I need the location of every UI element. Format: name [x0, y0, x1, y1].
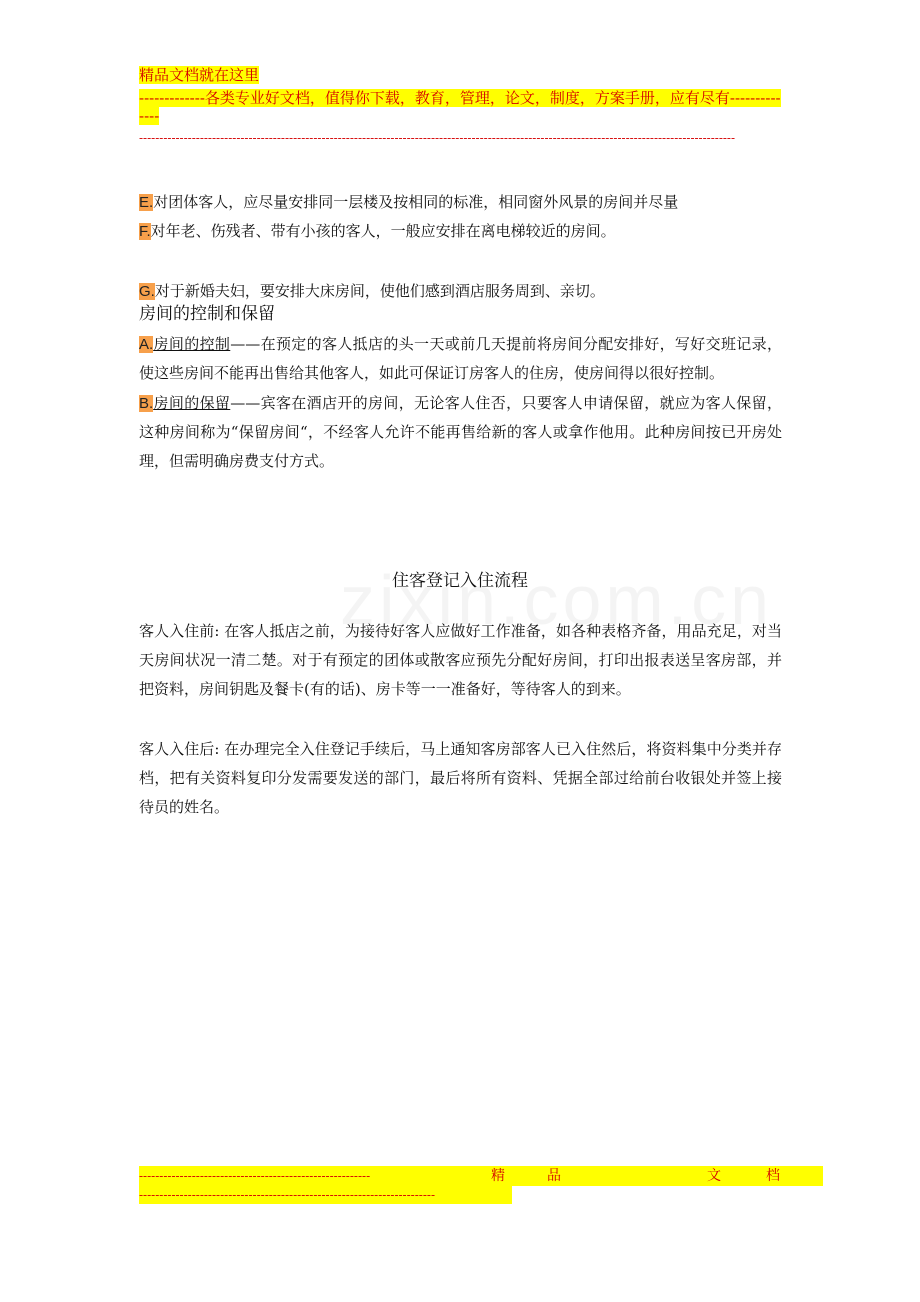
section-heading: 房间的控制和保留: [139, 304, 275, 324]
section-item-a: [139, 330, 782, 388]
footer-word-2: 品: [547, 1168, 561, 1184]
item-e: [139, 188, 782, 217]
footer-dashes: ---------------------------------------------------------: [139, 1169, 371, 1183]
header-divider: ---------------------------------------------------------------------------------------------------------------------------------------------------: [139, 131, 736, 145]
item-g-text: 对于新婚夫妇，要安排大床房间，使他们感到酒店服务周到、亲切。: [154, 282, 605, 300]
item-f-text: 对年老、伤残者、带有小孩的客人，一般应安排在离电梯较近的房间。: [150, 222, 616, 240]
item-g: [139, 277, 782, 306]
item-b-text: ——宾客在酒店开的房间，无论客人住否，只要客人申请保留，就应为客人保留，这种房间称为“保留房间“，不经客人允许不能再售给新的客人或拿作他用。此种房间按已开房处理，但需明确房费支付方式。: [139, 394, 782, 470]
item-f-tag: F.: [139, 223, 151, 240]
item-b-term: 房间的保留: [153, 394, 231, 412]
item-b-tag: B.: [139, 395, 154, 412]
checkin-before: 客人入住前: 在客人抵店之前，为接待好客人应做好工作准备，如各种表格齐备，用品充足，对当天房间状况一清二楚。对于有预定的团体或散客应预先分配好房间，打印出报表送呈客房部，并把资料，房间钥匙及餐卡(有的话)、房卡等一一准备好，等待客人的到来。: [139, 622, 782, 698]
item-a-text: ——在预定的客人抵店的头一天或前几天提前将房间分配安排好，写好交班记录，使这些房间不能再出售给其他客人，如此可保证订房客人的住房，使房间得以很好控制。: [139, 335, 782, 382]
footer-divider: -------------------------------------------------------------------------: [139, 1186, 512, 1204]
footer-word-3: 文: [707, 1168, 721, 1184]
section-item-b: [139, 389, 782, 476]
footer-bar: [139, 1166, 823, 1186]
item-e-text: 对团体客人，应尽量安排同一层楼及按相同的标准，相同窗外风景的房间并尽量: [153, 193, 679, 211]
header-slogan: [139, 89, 784, 125]
item-e-tag: E.: [139, 194, 154, 211]
checkin-title: 住客登记入住流程: [392, 571, 528, 591]
item-g-tag: G.: [139, 283, 155, 300]
checkin-after: 客人入住后: 在办理完全入住登记手续后，马上通知客房部客人已入住然后，将资料集中分类并存档，把有关资料复印分发需要发送的部门，最后将所有资料、凭据全部过给前台收银处并签上接待员的姓名。: [139, 740, 782, 816]
header-title: 精品文档就在这里: [139, 66, 260, 84]
item-a-term: 房间的控制: [153, 335, 231, 353]
item-a-tag: A.: [139, 336, 154, 353]
header-slogan-text: -------------各类专业好文档，值得你下载，教育，管理，论文，制度，方案手册，应有尽有--------------: [139, 89, 781, 125]
footer-word-4: 档: [766, 1168, 780, 1184]
item-f: [139, 217, 782, 246]
footer-word-1: 精: [491, 1168, 505, 1184]
